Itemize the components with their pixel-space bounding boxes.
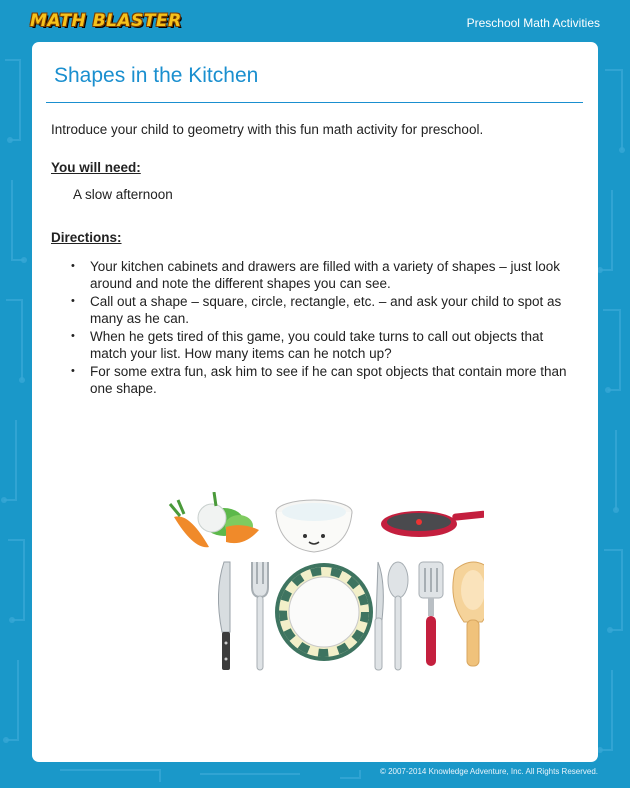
directions-list — [71, 258, 583, 398]
direction-item: • Call out a shape – square, circle, rectangle, etc. – and ask your child to spot as many as he can. — [71, 294, 562, 326]
butter-knife-icon — [375, 562, 383, 670]
spoon-icon — [388, 562, 408, 670]
kitchen-items-illustration — [164, 492, 484, 682]
direction-item: • Your kitchen cabinets and drawers are filled with a variety of shapes – just look around and note the different shapes you can see. — [71, 259, 561, 291]
direction-item: • When he gets tired of this game, you could take turns to call out objects that match your list. How many items can he notch up? — [71, 329, 544, 361]
needs-heading: You will need: — [51, 160, 141, 175]
math-blaster-logo[interactable]: MATH BLASTER — [30, 11, 182, 31]
bullet-icon: • — [71, 330, 75, 342]
bullet-icon: • — [71, 260, 75, 272]
intro-text: Introduce your child to geometry with this fun math activity for preschool. — [51, 122, 484, 137]
bowl-icon — [276, 500, 352, 552]
plate-icon — [275, 563, 373, 661]
spatula-icon — [419, 562, 443, 666]
title-divider — [46, 102, 583, 103]
needs-item: A slow afternoon — [73, 187, 173, 202]
wooden-spoon-icon — [453, 562, 484, 666]
bullet-icon: • — [71, 365, 75, 377]
frying-pan-icon — [381, 510, 484, 537]
fork-icon — [252, 562, 268, 670]
copyright-footer: © 2007-2014 Knowledge Adventure, Inc. All Rights Reserved. — [379, 767, 598, 776]
worksheet-card — [32, 42, 598, 762]
bullet-icon: • — [71, 295, 75, 307]
knife-icon — [218, 562, 230, 670]
page-title: Shapes in the Kitchen — [54, 64, 259, 87]
directions-heading: Directions: — [51, 230, 122, 245]
category-label: Preschool Math Activities — [466, 16, 600, 30]
vegetables-icon — [170, 492, 259, 547]
direction-item: • For some extra fun, ask him to see if he can spot objects that contain more than one shape. — [71, 364, 567, 396]
